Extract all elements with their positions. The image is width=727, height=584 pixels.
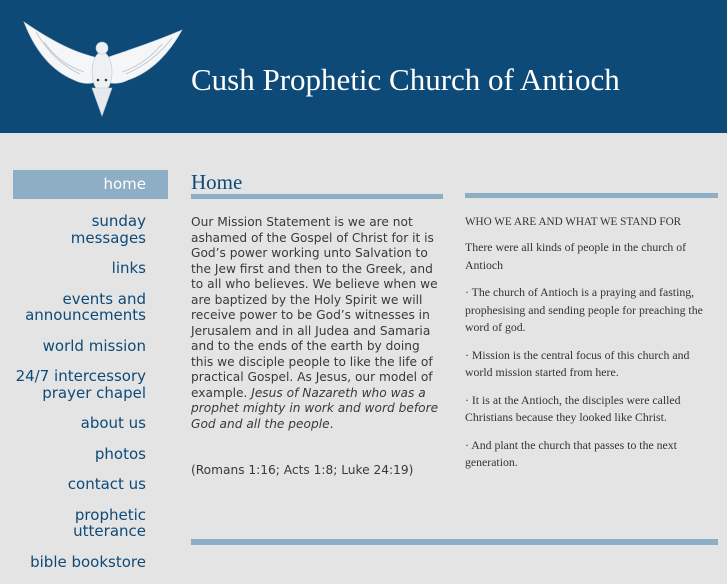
sidebar-paragraph: · Mission is the central focus of this church and world mission started from here. [465, 347, 690, 379]
title-divider [191, 194, 443, 199]
site-header [0, 0, 727, 133]
sidebar-paragraph: · And plant the church that passes to the next generation. [465, 437, 677, 469]
main-nav [13, 170, 168, 584]
nav-item-prophetic-utterance[interactable]: prophetic utterance [73, 505, 146, 540]
nav-item-prayer-chapel[interactable]: 24/7 intercessory prayer chapel [15, 367, 146, 402]
nav-item-home[interactable]: home [13, 170, 168, 199]
main-content [191, 170, 443, 479]
nav-item-sunday-messages[interactable]: sunday messages [70, 212, 146, 247]
footer-divider [191, 539, 718, 545]
nav-item-world-mission[interactable]: world mission [42, 336, 146, 355]
mission-text: Our Mission Statement is we are not ashamed of the Gospel of Christ for it is God’s power working unto Salvation to the Jew first and then to the Greek, and to all who believes. We believe when we are baptized by the Holy Spirit we will receive power to be God’s witnesses in Jerusalem and in all Judea and Samaria and to the ends of the earth by doing this we disciple people to like the life of practical Gospel. As Jesus, our model of example. [191, 215, 438, 400]
nav-item-bible-bookstore[interactable]: bible bookstore [30, 552, 146, 571]
site-title: Cush Prophetic Church of Antioch [191, 62, 620, 97]
mission-quote: Jesus of Nazareth who was a prophet mighty in work and word before God and all the people [191, 385, 439, 431]
sidebar-paragraph: · It is at the Antioch, the disciples were called Christians because they looked like Christ. [465, 392, 681, 424]
mission-statement [191, 215, 443, 432]
page-title: Home [191, 170, 243, 194]
sidebar-content [465, 193, 718, 472]
dove-logo-icon [22, 18, 184, 120]
nav-item-events[interactable]: events and announcements [25, 289, 146, 324]
nav-item-links[interactable]: links [111, 259, 146, 277]
sidebar-divider [465, 193, 718, 198]
mission-end: . [329, 416, 334, 431]
sidebar-paragraph: There were all kinds of people in the church of Antioch [465, 240, 687, 272]
scripture-references: (Romans 1:16; Acts 1:8; Luke 24:19) [191, 463, 414, 477]
nav-item-photos[interactable]: photos [94, 444, 146, 463]
sidebar-heading: WHO WE ARE AND WHAT WE STAND FOR [465, 216, 682, 228]
nav-item-about-us[interactable]: about us [80, 414, 146, 432]
nav-item-contact-us[interactable]: contact us [67, 475, 146, 493]
sidebar-paragraph: · The church of Antioch is a praying and fasting, prophesising and sending people for preaching the word of god. [465, 285, 703, 334]
